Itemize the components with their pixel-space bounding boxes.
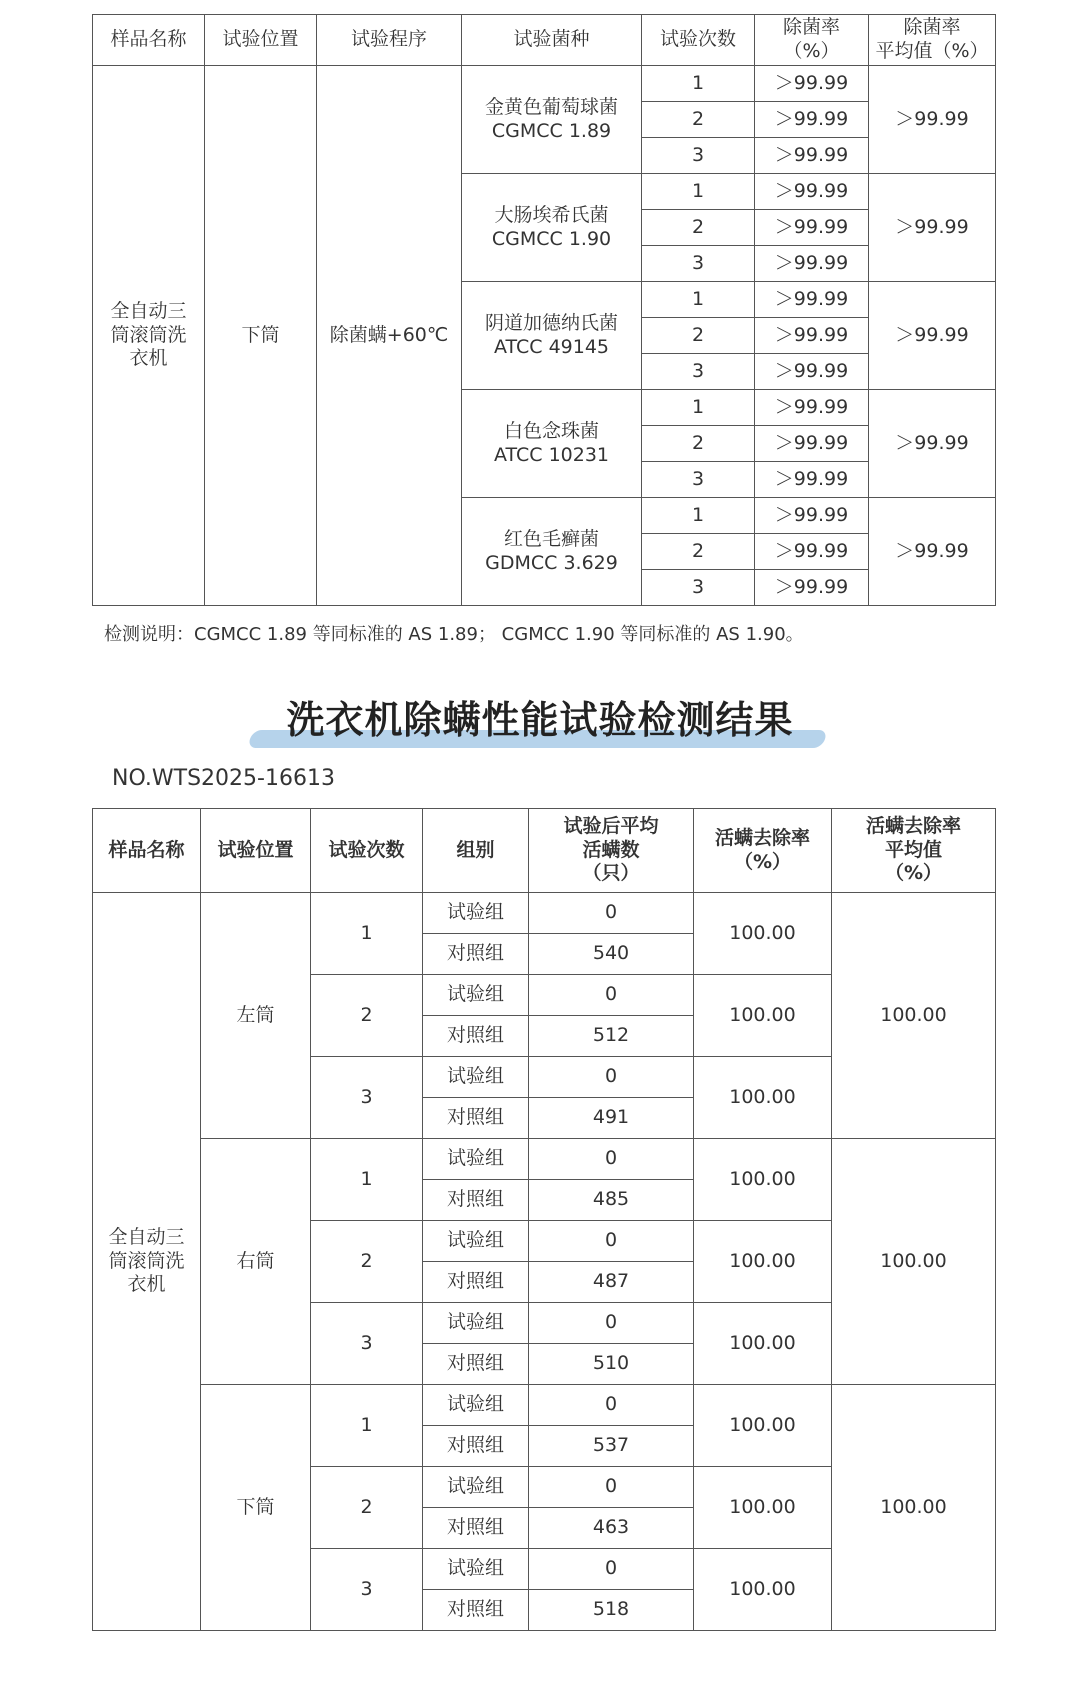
group-label-cell: 对照组 — [423, 934, 529, 975]
live-mite-count-cell: 487 — [529, 1262, 694, 1303]
test-note: 检测说明：CGMCC 1.89 等同标准的 AS 1.89； CGMCC 1.90 等同标准的 AS 1.90。 — [104, 624, 804, 645]
group-label-cell: 试验组 — [423, 1221, 529, 1262]
removal-rate-cell: ＞99.99 — [755, 66, 869, 102]
trial-number-cell: 2 — [311, 1467, 423, 1549]
test-program-cell: 除菌螨+60℃ — [317, 66, 462, 606]
column-header: 样品名称 — [93, 809, 201, 893]
trial-number-cell: 1 — [311, 893, 423, 975]
group-label-cell: 对照组 — [423, 1180, 529, 1221]
trial-number-cell: 3 — [642, 354, 755, 390]
table-row — [93, 1385, 996, 1426]
live-mite-count-cell: 0 — [529, 1057, 694, 1098]
test-position-cell: 下筒 — [201, 1385, 311, 1631]
removal-rate-cell: ＞99.99 — [755, 462, 869, 498]
mite-removal-rate-cell: 100.00 — [694, 1057, 832, 1139]
mite-removal-rate-cell: 100.00 — [694, 975, 832, 1057]
report-number: NO.WTS2025-16613 — [112, 766, 335, 791]
live-mite-count-cell: 0 — [529, 1385, 694, 1426]
column-header: 试验次数 — [642, 15, 755, 66]
group-label-cell: 试验组 — [423, 1385, 529, 1426]
test-position-cell: 左筒 — [201, 893, 311, 1139]
mite-removal-rate-cell: 100.00 — [694, 1221, 832, 1303]
mite-removal-rate-cell: 100.00 — [694, 893, 832, 975]
trial-number-cell: 2 — [311, 1221, 423, 1303]
group-label-cell: 对照组 — [423, 1098, 529, 1139]
mite-removal-rate-cell: 100.00 — [694, 1139, 832, 1221]
removal-rate-cell: ＞99.99 — [755, 282, 869, 318]
trial-number-cell: 3 — [311, 1549, 423, 1631]
column-header: 试验后平均 活螨数 （只） — [529, 809, 694, 893]
trial-number-cell: 1 — [642, 174, 755, 210]
table-header-row — [93, 809, 996, 893]
trial-number-cell: 3 — [642, 138, 755, 174]
live-mite-count-cell: 0 — [529, 1139, 694, 1180]
trial-number-cell: 1 — [642, 498, 755, 534]
trial-number-cell: 2 — [311, 975, 423, 1057]
column-header: 试验位置 — [205, 15, 317, 66]
trial-number-cell: 3 — [642, 462, 755, 498]
live-mite-count-cell: 518 — [529, 1590, 694, 1631]
removal-rate-cell: ＞99.99 — [755, 534, 869, 570]
test-position-cell: 下筒 — [205, 66, 317, 606]
table-row — [93, 1139, 996, 1180]
group-label-cell: 试验组 — [423, 975, 529, 1016]
column-header: 试验程序 — [317, 15, 462, 66]
column-header: 除菌率 平均值（%） — [869, 15, 996, 66]
trial-number-cell: 1 — [642, 282, 755, 318]
live-mite-count-cell: 0 — [529, 1303, 694, 1344]
group-label-cell: 试验组 — [423, 1139, 529, 1180]
column-header: 试验次数 — [311, 809, 423, 893]
antibacterial-results-table — [92, 14, 996, 606]
mite-removal-results-table — [92, 808, 996, 1631]
live-mite-count-cell: 0 — [529, 1221, 694, 1262]
group-label-cell: 对照组 — [423, 1262, 529, 1303]
removal-rate-cell: ＞99.99 — [755, 210, 869, 246]
trial-number-cell: 2 — [642, 210, 755, 246]
trial-number-cell: 1 — [311, 1385, 423, 1467]
average-rate-cell: ＞99.99 — [869, 390, 996, 498]
trial-number-cell: 2 — [642, 102, 755, 138]
live-mite-count-cell: 512 — [529, 1016, 694, 1057]
column-header: 活螨去除率 平均值 （%） — [832, 809, 996, 893]
column-header: 试验位置 — [201, 809, 311, 893]
group-label-cell: 试验组 — [423, 1549, 529, 1590]
sample-name-cell: 全自动三 筒滚筒洗 衣机 — [93, 893, 201, 1631]
trial-number-cell: 2 — [642, 426, 755, 462]
live-mite-count-cell: 540 — [529, 934, 694, 975]
removal-rate-cell: ＞99.99 — [755, 174, 869, 210]
average-removal-rate-cell: 100.00 — [832, 893, 996, 1139]
column-header: 样品名称 — [93, 15, 205, 66]
average-rate-cell: ＞99.99 — [869, 174, 996, 282]
group-label-cell: 对照组 — [423, 1590, 529, 1631]
group-label-cell: 对照组 — [423, 1508, 529, 1549]
live-mite-count-cell: 491 — [529, 1098, 694, 1139]
group-label-cell: 对照组 — [423, 1016, 529, 1057]
removal-rate-cell: ＞99.99 — [755, 318, 869, 354]
section-title: 洗衣机除螨性能试验检测结果 — [286, 698, 794, 742]
live-mite-count-cell: 463 — [529, 1508, 694, 1549]
removal-rate-cell: ＞99.99 — [755, 498, 869, 534]
trial-number-cell: 1 — [311, 1139, 423, 1221]
live-mite-count-cell: 485 — [529, 1180, 694, 1221]
column-header: 试验菌种 — [462, 15, 642, 66]
removal-rate-cell: ＞99.99 — [755, 354, 869, 390]
live-mite-count-cell: 0 — [529, 893, 694, 934]
live-mite-count-cell: 0 — [529, 975, 694, 1016]
trial-number-cell: 3 — [311, 1303, 423, 1385]
live-mite-count-cell: 0 — [529, 1467, 694, 1508]
trial-number-cell: 3 — [311, 1057, 423, 1139]
trial-number-cell: 2 — [642, 534, 755, 570]
mite-removal-rate-cell: 100.00 — [694, 1549, 832, 1631]
test-position-cell: 右筒 — [201, 1139, 311, 1385]
trial-number-cell: 3 — [642, 246, 755, 282]
strain-cell: 白色念珠菌 ATCC 10231 — [462, 390, 642, 498]
strain-cell: 红色毛癣菌 GDMCC 3.629 — [462, 498, 642, 606]
group-label-cell: 试验组 — [423, 1057, 529, 1098]
average-rate-cell: ＞99.99 — [869, 66, 996, 174]
strain-cell: 金黄色葡萄球菌 CGMCC 1.89 — [462, 66, 642, 174]
column-header: 组别 — [423, 809, 529, 893]
column-header: 活螨去除率 （%） — [694, 809, 832, 893]
trial-number-cell: 1 — [642, 390, 755, 426]
live-mite-count-cell: 0 — [529, 1549, 694, 1590]
removal-rate-cell: ＞99.99 — [755, 246, 869, 282]
mite-removal-rate-cell: 100.00 — [694, 1385, 832, 1467]
table-row — [93, 893, 996, 934]
strain-cell: 大肠埃希氏菌 CGMCC 1.90 — [462, 174, 642, 282]
removal-rate-cell: ＞99.99 — [755, 390, 869, 426]
mite-removal-rate-cell: 100.00 — [694, 1467, 832, 1549]
group-label-cell: 对照组 — [423, 1344, 529, 1385]
strain-cell: 阴道加德纳氏菌 ATCC 49145 — [462, 282, 642, 390]
removal-rate-cell: ＞99.99 — [755, 138, 869, 174]
mite-removal-rate-cell: 100.00 — [694, 1303, 832, 1385]
trial-number-cell: 1 — [642, 66, 755, 102]
removal-rate-cell: ＞99.99 — [755, 102, 869, 138]
live-mite-count-cell: 537 — [529, 1426, 694, 1467]
average-rate-cell: ＞99.99 — [869, 282, 996, 390]
group-label-cell: 试验组 — [423, 893, 529, 934]
group-label-cell: 试验组 — [423, 1303, 529, 1344]
group-label-cell: 试验组 — [423, 1467, 529, 1508]
table-row — [93, 66, 996, 102]
average-rate-cell: ＞99.99 — [869, 498, 996, 606]
average-removal-rate-cell: 100.00 — [832, 1139, 996, 1385]
average-removal-rate-cell: 100.00 — [832, 1385, 996, 1631]
removal-rate-cell: ＞99.99 — [755, 426, 869, 462]
table-header-row — [93, 15, 996, 66]
removal-rate-cell: ＞99.99 — [755, 570, 869, 606]
section-title-block — [0, 690, 1080, 760]
trial-number-cell: 3 — [642, 570, 755, 606]
live-mite-count-cell: 510 — [529, 1344, 694, 1385]
trial-number-cell: 2 — [642, 318, 755, 354]
group-label-cell: 对照组 — [423, 1426, 529, 1467]
column-header: 除菌率 （%） — [755, 15, 869, 66]
sample-name-cell: 全自动三 筒滚筒洗 衣机 — [93, 66, 205, 606]
